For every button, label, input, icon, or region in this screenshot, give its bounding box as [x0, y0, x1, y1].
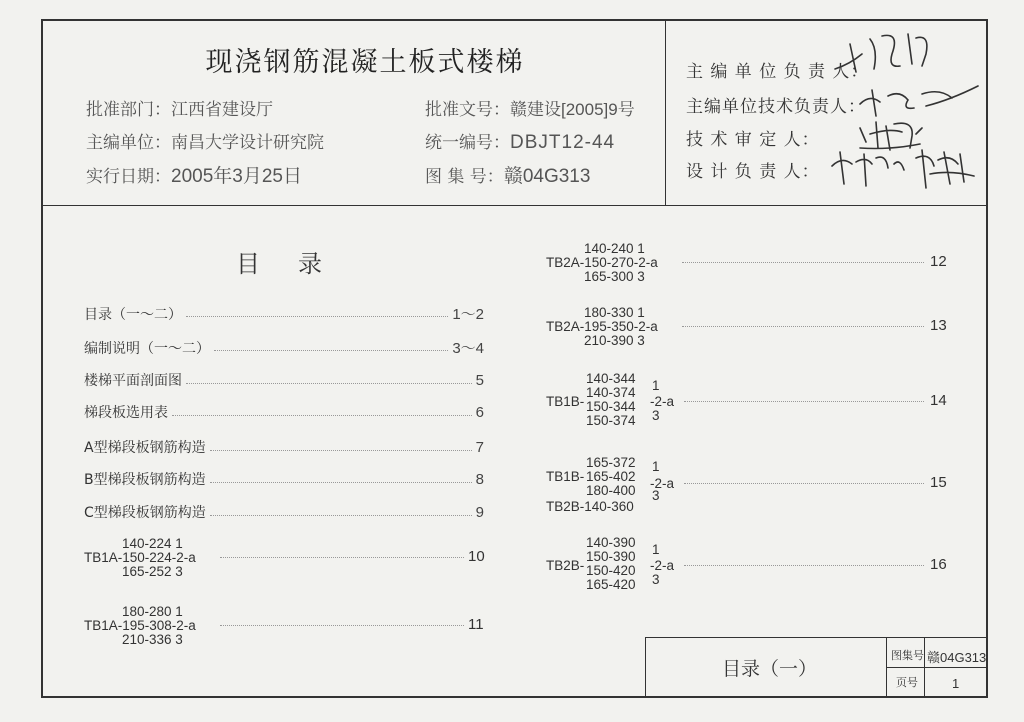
code-line: 150-420 [586, 563, 636, 578]
handwritten-signatures [830, 24, 980, 194]
title-block-title: 目录（一） [722, 658, 818, 680]
leader-dots [186, 383, 472, 384]
leader-dots [684, 483, 924, 484]
header-vertical-divider [665, 19, 666, 206]
code-prefix: TB1B- [546, 394, 585, 409]
toc-code-entry[interactable] [546, 372, 948, 434]
unified-no [425, 128, 615, 154]
toc-item-page: 3～4 [452, 340, 484, 357]
code-index: 1 [652, 542, 660, 557]
toc-item-label: 目录（一～二） [84, 306, 182, 323]
toc-item-page: 10 [468, 548, 485, 565]
toc-code-entry[interactable] [84, 605, 484, 649]
code-line: 140-374 [586, 385, 636, 400]
code-line: 150-390 [586, 549, 636, 564]
unified-no-value: DBJT12-44 [510, 132, 616, 153]
impl-date [86, 161, 302, 188]
code-line: 140-344 [586, 371, 636, 386]
toc-item-page: 14 [930, 392, 947, 409]
leader-dots [210, 450, 472, 451]
approval-dept [86, 95, 273, 120]
page-no-label: 页号 [896, 676, 918, 689]
leader-dots [220, 557, 464, 558]
code-index: 1 [652, 459, 660, 474]
toc-item[interactable] [84, 337, 484, 358]
atlas-title: 现浇钢筋混凝土板式楼梯 [205, 47, 525, 78]
code-index: 3 [652, 488, 660, 503]
atlas-no-label: 图 集 号： [425, 167, 504, 187]
atlas-no-value: 赣04G313 [503, 166, 591, 187]
code-bottom: 165-300 3 [584, 269, 645, 284]
toc-heading: 目录 [236, 250, 360, 278]
toc-item-page: 1～2 [452, 306, 484, 323]
leader-dots [682, 326, 924, 327]
toc-code-entry[interactable] [546, 536, 948, 598]
leader-dots [684, 401, 924, 402]
toc-item-label: A型梯段板钢筋构造 [84, 440, 206, 456]
responsible-design: 设 计 负 责 人： [686, 162, 820, 182]
toc-item-label: 梯段板选用表 [84, 405, 168, 421]
code-top: 140-240 1 [584, 241, 645, 256]
toc-item-page: 16 [930, 556, 947, 573]
code-mid: -2-a [650, 476, 675, 491]
toc-item-label: C型梯段板钢筋构造 [84, 505, 206, 521]
toc-item-page: 11 [468, 616, 484, 633]
code-line: 150-344 [586, 399, 636, 414]
code-line: 165-372 [586, 455, 636, 470]
leader-dots [214, 350, 448, 351]
code-bottom: 210-336 3 [122, 632, 183, 647]
unified-no-label: 统一编号： [425, 133, 510, 153]
toc-item-page: 15 [930, 474, 947, 491]
approval-doc [425, 95, 635, 120]
toc-code-entry[interactable] [546, 242, 948, 286]
code-top: 180-330 1 [584, 305, 645, 320]
code-top: 180-280 1 [122, 604, 183, 619]
toc-item-label: 楼梯平面剖面图 [84, 373, 182, 389]
toc-item-label: 编制说明（一～二） [84, 340, 210, 357]
toc-item-page: 6 [475, 403, 484, 421]
leader-dots [684, 565, 924, 566]
toc-code-entry[interactable] [84, 537, 484, 581]
toc-item[interactable] [84, 402, 484, 422]
toc-item-page: 13 [930, 317, 947, 334]
toc-item[interactable] [84, 303, 484, 324]
leader-dots [210, 482, 472, 483]
toc-code-entry[interactable] [546, 306, 948, 350]
toc-code-entry[interactable] [546, 456, 948, 518]
atlas-no-value: 赣04G313 [927, 650, 987, 665]
code-main: TB2A-195-350-2-a [546, 319, 658, 334]
code-line: 165-402 [586, 469, 636, 484]
code-bottom: 210-390 3 [584, 333, 645, 348]
approval-dept-value: 江西省建设厅 [171, 100, 273, 120]
chief-unit [86, 128, 324, 153]
code-top: 140-224 1 [122, 536, 183, 551]
header-divider [41, 205, 988, 206]
approval-doc-label: 批准文号： [425, 100, 510, 120]
code-index: 3 [652, 572, 660, 587]
chief-unit-label: 主编单位： [86, 133, 171, 153]
code-index: 1 [652, 378, 660, 393]
impl-date-label: 实行日期： [86, 167, 171, 187]
approval-dept-label: 批准部门： [86, 100, 171, 120]
code-main: TB1A-195-308-2-a [84, 618, 196, 633]
code-bottom: 165-252 3 [122, 564, 183, 579]
code-index: 3 [652, 408, 660, 423]
leader-dots [210, 515, 472, 516]
leader-dots [682, 262, 924, 263]
approval-doc-value: 赣建设[2005]9号 [510, 100, 635, 119]
code-mid: -2-a [650, 394, 675, 409]
atlas-no-label: 图集号 [891, 649, 924, 662]
leader-dots [172, 415, 472, 416]
code-line: 180-400 [586, 483, 636, 498]
code-line: 150-374 [586, 413, 636, 428]
code-prefix: TB2B- [546, 558, 585, 573]
leader-dots [220, 625, 464, 626]
code-prefix: TB1B- [546, 469, 585, 484]
code-main: TB2B-140-360 [546, 499, 634, 514]
toc-item[interactable] [84, 370, 484, 390]
toc-item[interactable] [84, 437, 484, 457]
toc-item[interactable] [84, 469, 484, 489]
leader-dots [186, 316, 448, 317]
code-mid: -2-a [650, 558, 675, 573]
title-block-divider [886, 667, 988, 668]
code-main: TB2A-150-270-2-a [546, 255, 658, 270]
responsible-review: 技 术 审 定 人： [686, 130, 820, 150]
toc-item-page: 12 [930, 253, 947, 270]
chief-unit-value: 南昌大学设计研究院 [171, 133, 324, 153]
atlas-no [425, 161, 590, 188]
code-main: TB1A-150-224-2-a [84, 550, 196, 565]
code-line: 165-420 [586, 577, 636, 592]
responsible-chief-unit: 主 编 单 位 负 责 人： [686, 62, 869, 82]
code-line: 140-390 [586, 535, 636, 550]
toc-item-page: 8 [475, 470, 484, 488]
toc-item-page: 7 [475, 438, 484, 456]
toc-item-page: 9 [475, 503, 484, 521]
toc-item-page: 5 [475, 371, 484, 389]
toc-item-label: B型梯段板钢筋构造 [84, 472, 206, 488]
responsible-tech: 主编单位技术负责人： [686, 97, 866, 117]
page-no-value: 1 [952, 676, 960, 691]
impl-date-value: 2005年3月25日 [171, 166, 302, 187]
toc-item[interactable] [84, 502, 484, 522]
